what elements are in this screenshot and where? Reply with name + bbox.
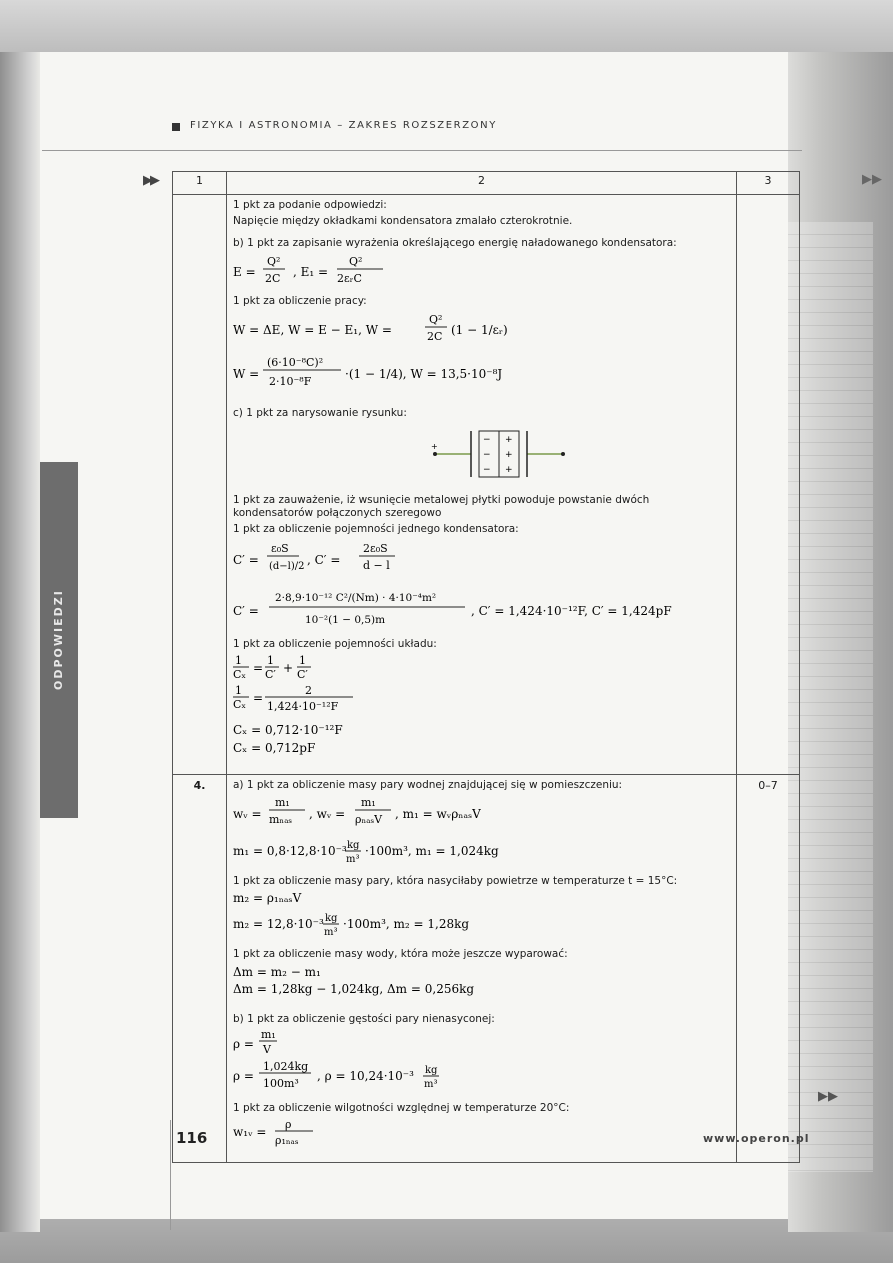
svg-text:Q²: Q² (429, 312, 443, 326)
svg-text:1,024kg: 1,024kg (263, 1060, 309, 1074)
svg-text:m₁: m₁ (261, 1028, 276, 1042)
svg-text:kg: kg (325, 913, 338, 925)
criterion-text: 1 pkt za obliczenie pojemności układu: (233, 638, 437, 651)
criterion-text: 1 pkt za obliczenie pracy: (233, 294, 367, 307)
svg-text:+: + (505, 450, 513, 461)
svg-text:2εᵣC: 2εᵣC (337, 271, 362, 285)
page-gutter-left (0, 52, 40, 1232)
side-tab-label: ODPOWIEDZI (52, 589, 65, 691)
svg-text:2·10⁻⁸F: 2·10⁻⁸F (269, 375, 312, 389)
svg-text:w₁ᵥ =: w₁ᵥ = (233, 1124, 267, 1139)
points-cell (737, 195, 800, 775)
formula-humidity (233, 1118, 730, 1152)
svg-text:100m³: 100m³ (263, 1077, 299, 1091)
criterion-text: Napięcie między okładkami kondensatora zmalało czterokrotnie. (233, 214, 573, 227)
task-solution (227, 775, 737, 1163)
svg-text:2ε₀S: 2ε₀S (363, 541, 388, 555)
publisher-url: www.operon.pl (703, 1132, 810, 1145)
svg-text:m₁: m₁ (361, 795, 376, 809)
svg-text:m₂ = ρ₁ₙₐₛV: m₂ = ρ₁ₙₐₛV (233, 891, 302, 906)
svg-text:V: V (263, 1043, 271, 1057)
svg-text:−: − (483, 435, 491, 446)
page-number: 116 (176, 1129, 208, 1147)
svg-text:+: + (505, 435, 513, 446)
svg-text:ρ: ρ (285, 1117, 292, 1131)
svg-text:, C′ =: , C′ = (307, 552, 341, 567)
svg-text:+: + (505, 465, 513, 476)
criterion-text: 1 pkt za obliczenie wilgotności względnej w temperaturze 20°C: (233, 1102, 570, 1115)
svg-text:C′ =: C′ = (233, 552, 259, 567)
svg-text:, C′ = 1,424·10⁻¹²F, C′ =: , C′ = 1,424·10⁻¹²F, C′ = 1,424pF (471, 603, 672, 618)
formula-work-value (233, 352, 730, 396)
svg-text:Q²: Q² (349, 254, 363, 268)
svg-text:ε₀S: ε₀S (271, 541, 289, 555)
svg-text:C′ =: C′ = (233, 603, 259, 618)
criterion-text: 1 pkt za obliczenie masy wody, która może jeszcze wyparować: (233, 948, 568, 961)
svg-text:2C: 2C (427, 329, 443, 343)
svg-text:1: 1 (235, 684, 242, 698)
svg-text:−: − (483, 465, 491, 476)
table-header-row (173, 172, 800, 195)
svg-text:wᵥ =: wᵥ = (233, 806, 262, 821)
svg-text:d − l: d − l (363, 558, 390, 572)
svg-text:1: 1 (299, 654, 306, 668)
formula-water-mass (233, 964, 730, 1002)
svg-text:kg: kg (347, 839, 360, 851)
table-row (173, 195, 800, 775)
task-number: 4. (173, 775, 227, 1163)
running-header: FIZYKA I ASTRONOMIA – ZAKRES ROZSZERZONY (190, 120, 497, 131)
formula-series (233, 654, 730, 764)
formula-capacitance (233, 539, 730, 583)
solution-table (172, 171, 800, 1163)
svg-text:+: + (431, 442, 438, 452)
svg-text:=: = (253, 691, 264, 706)
column-header: 2 (227, 172, 737, 195)
header-square-icon (172, 123, 180, 131)
svg-text:·100m³, m₂ = 1,28kg: ·100m³, m₂ = 1,28kg (343, 917, 470, 932)
svg-text:·(1 − 1/4), W = 13,5·10⁻⁸J: ·(1 − 1/4), W = 13,5·10⁻⁸J (345, 367, 503, 382)
svg-text:ρ₁ₙₐₛ: ρ₁ₙₐₛ (275, 1133, 299, 1147)
svg-text:m₁: m₁ (275, 795, 290, 809)
svg-text:, m₁ = wᵥρₙₐₛV: , m₁ = wᵥρₙₐₛV (395, 806, 481, 821)
svg-text:−: − (483, 450, 491, 461)
double-arrow-icon: ▶▶ (862, 172, 882, 187)
circuit-drawing (419, 427, 730, 486)
svg-text:2C: 2C (265, 271, 281, 285)
svg-text:+: + (283, 661, 294, 676)
svg-text:(6·10⁻⁸C)²: (6·10⁻⁸C)² (267, 356, 324, 370)
formula-density (233, 1028, 730, 1098)
task-number (173, 195, 227, 775)
criterion-text: b) 1 pkt za obliczenie gęstości pary nienasyconej: (233, 1012, 495, 1025)
svg-text:kg: kg (425, 1065, 438, 1077)
svg-text:E =: E = (233, 264, 256, 279)
svg-text:, E₁ =: , E₁ = (293, 264, 329, 279)
table-row (173, 775, 800, 1163)
svg-text:Cₓ = 0,712·10⁻¹²F: Cₓ = 0,712·10⁻¹²F (233, 723, 343, 738)
formula-vapour-mass (233, 795, 730, 833)
svg-text:2: 2 (305, 684, 312, 698)
svg-text:W = ΔE, W = E − E₁, W =: W = ΔE, W = E − E₁, W = (233, 322, 392, 337)
column-header: 3 (737, 172, 800, 195)
formula-vapour-mass-value (233, 837, 730, 871)
adjacent-page-right (788, 52, 893, 1232)
svg-text:mₙₐₛ: mₙₐₛ (269, 812, 293, 826)
svg-text:=: = (253, 661, 264, 676)
svg-text:2·8,9·10⁻¹² C²/(Nm) · 4·10⁻⁴m²: 2·8,9·10⁻¹² C²/(Nm) · 4·10⁻⁴m² (275, 591, 437, 604)
double-arrow-icon: ▶▶ (143, 173, 157, 188)
svg-text:m₁ = 0,8·12,8·10⁻³: m₁ = 0,8·12,8·10⁻³ (233, 843, 347, 858)
points-cell: 0–7 (737, 775, 800, 1163)
scan-border-bottom (0, 1219, 893, 1263)
svg-text:, wᵥ =: , wᵥ = (309, 806, 346, 821)
side-tab (40, 462, 78, 818)
criterion-text: 1 pkt za obliczenie pojemności jednego kondensatora: (233, 522, 519, 535)
criterion-text: 1 pkt za obliczenie masy pary, która nasyciłaby powietrze w temperaturze t = 15°C: (233, 874, 678, 887)
criterion-text: 1 pkt za zauważenie, iż wsunięcie metalowej płytki powoduje powstanie dwóch kondensatorów połączonych szeregowo (233, 493, 650, 520)
svg-text:1: 1 (267, 654, 274, 668)
task-solution (227, 195, 737, 775)
column-header: 1 (173, 172, 227, 195)
svg-text:W =: W = (233, 367, 260, 382)
svg-text:ρₙₐₛV: ρₙₐₛV (355, 812, 383, 826)
svg-text:Δm = 1,28kg − 1,024kg, Δm =: Δm = 1,28kg − 1,024kg, Δm = 0,256kg (233, 981, 475, 996)
criterion-text: b) 1 pkt za zapisanie wyrażenia określającego energię naładowanego kondensatora: (233, 237, 677, 250)
svg-text:Q²: Q² (267, 254, 281, 268)
formula-capacitance-value (233, 587, 730, 635)
svg-text:10⁻²(1 − 0,5)m: 10⁻²(1 − 0,5)m (305, 613, 386, 626)
svg-text:·100m³, m₁ = 1,024kg: ·100m³, m₁ = 1,024kg (365, 843, 499, 858)
criterion-text: 1 pkt za podanie odpowiedzi: (233, 199, 387, 211)
header-rule (42, 150, 802, 151)
svg-text:Cₓ: Cₓ (233, 668, 247, 682)
svg-text:m³: m³ (324, 927, 338, 939)
svg-text:C′: C′ (297, 668, 308, 682)
svg-text:m₂ = 12,8·10⁻³: m₂ = 12,8·10⁻³ (233, 917, 324, 932)
scan-border-top (0, 0, 893, 52)
criterion-text: c) 1 pkt za narysowanie rysunku: (233, 407, 407, 420)
svg-text:(d−l)/2: (d−l)/2 (269, 560, 305, 572)
svg-text:ρ =: ρ = (233, 1069, 254, 1084)
svg-text:1: 1 (235, 654, 242, 668)
formula-energy (233, 253, 730, 291)
svg-text:1,424·10⁻¹²F: 1,424·10⁻¹²F (267, 700, 339, 714)
svg-text:, ρ = 10,24·10⁻³: , ρ = 10,24·10⁻³ (317, 1069, 414, 1084)
svg-text:Δm = m₂ − m₁: Δm = m₂ − m₁ (233, 964, 321, 979)
svg-text:Cₓ = 0,712pF: Cₓ = 0,712pF (233, 741, 316, 756)
formula-saturated-mass (233, 890, 730, 944)
svg-text:m³: m³ (424, 1079, 438, 1091)
double-arrow-icon: ▶▶ (818, 1089, 838, 1104)
svg-text:(1 − 1/εᵣ): (1 − 1/εᵣ) (451, 322, 508, 337)
footer-rule (170, 1120, 171, 1230)
svg-text:C′: C′ (265, 668, 276, 682)
svg-text:ρ =: ρ = (233, 1037, 254, 1052)
criterion-text: a) 1 pkt za obliczenie masy pary wodnej znajdującej się w pomieszczeniu: (233, 779, 623, 792)
formula-work (233, 311, 730, 349)
svg-text:m³: m³ (346, 853, 360, 865)
svg-text:Cₓ: Cₓ (233, 698, 247, 712)
